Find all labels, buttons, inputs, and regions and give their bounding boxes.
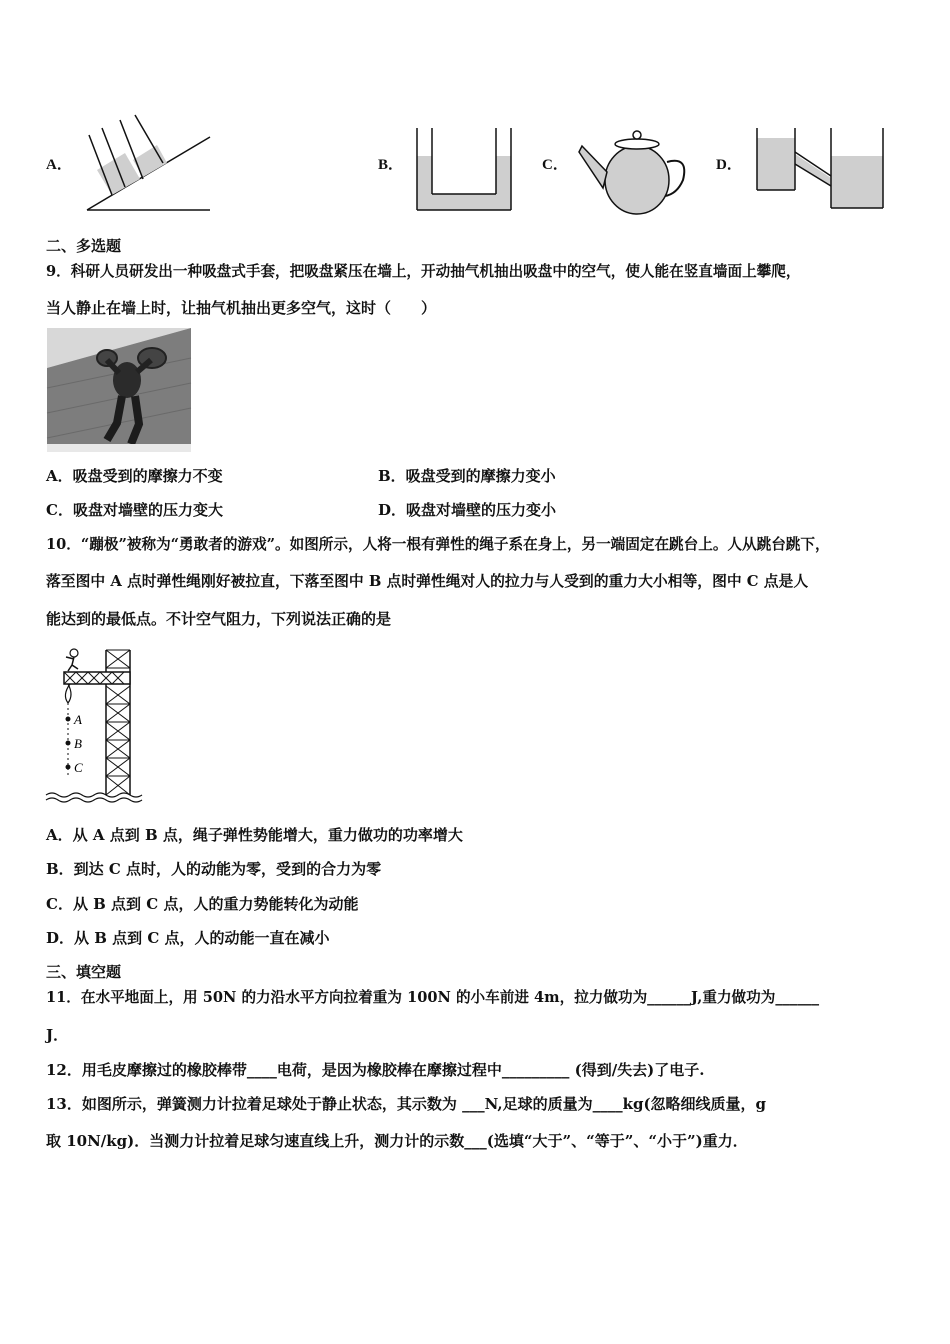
q13-line2: 取 10N/kg)．当测力计拉着足球匀速直线上升，测力计的示数___(选填“大于”、“等于”、“小于”)重力．	[46, 1132, 748, 1150]
inclined-container-figure	[85, 115, 215, 215]
option-d-label: D．	[716, 157, 742, 173]
q10-option-b: B．到达 C 点时，人的动能为零，受到的合力为零	[46, 860, 382, 878]
q9-stem-line2: 当人静止在墙上时，让抽气机抽出更多空气，这时（ ）	[46, 299, 437, 317]
q9-option-b: B．吸盘受到的摩擦力变小	[378, 467, 556, 485]
q9-stem-line1: 9．科研人员研发出一种吸盘式手套，把吸盘紧压在墙上，开动抽气机抽出吸盘中的空气，使人能在竖直墙面上攀爬，	[46, 263, 801, 280]
point-b-label: B	[74, 736, 82, 751]
bungee-jump-figure	[44, 645, 144, 805]
q12-line1: 12．用毛皮摩擦过的橡胶棒带____电荷，是因为橡胶棒在摩擦过程中_________ (得到/失去)了电子.	[46, 1061, 705, 1079]
q10-stem-line2: 落至图中 A 点时弹性绳刚好被拉直，下落至图中 B 点时弹性绳对人的拉力与人受到的重力大小相等，图中 C 点是人	[46, 573, 809, 590]
climber-photo	[47, 328, 191, 452]
q10-option-c: C．从 B 点到 C 点，人的重力势能转化为动能	[46, 895, 359, 913]
q13-line1: 13．如图所示，弹簧测力计拉着足球处于静止状态，其示数为 ___N,足球的质量为____kg(忽略细线质量，g	[46, 1095, 767, 1113]
q11-line1: 11．在水平地面上，用 50N 的力沿水平方向拉着重为 100N 的小车前进 4m，拉力做功为______J,重力做功为______	[46, 989, 820, 1006]
section-title-fill-in: 三、填空题	[46, 963, 122, 981]
option-b-label: B．	[378, 157, 404, 173]
connected-containers-figure	[755, 128, 887, 210]
point-a-label: A	[74, 712, 82, 727]
q10-option-d: D．从 B 点到 C 点，人的动能一直在减小	[46, 929, 330, 947]
q10-option-a: A．从 A 点到 B 点，绳子弹性势能增大，重力做功的功率增大	[46, 826, 463, 844]
point-c-label: C	[74, 760, 83, 775]
option-c-label: C．	[542, 157, 568, 173]
q11-line2: J．	[46, 1026, 69, 1044]
q9-option-d: D．吸盘对墙壁的压力变小	[378, 501, 557, 519]
u-tube-figure	[414, 128, 514, 213]
q9-option-c: C．吸盘对墙壁的压力变大	[46, 501, 223, 519]
option-a-label: A．	[46, 157, 72, 173]
q10-stem-line1: 10．“蹦极”被称为“勇敢者的游戏”。如图所示，人将一根有弹性的绳子系在身上，另一端固定在跳台上。人从跳台跳下，	[46, 536, 830, 553]
q9-option-a: A．吸盘受到的摩擦力不变	[46, 467, 223, 485]
section-title-multiple-choice: 二、多选题	[46, 237, 122, 255]
teapot-figure	[577, 122, 692, 217]
q10-stem-line3: 能达到的最低点。不计空气阻力，下列说法正确的是	[46, 610, 392, 628]
